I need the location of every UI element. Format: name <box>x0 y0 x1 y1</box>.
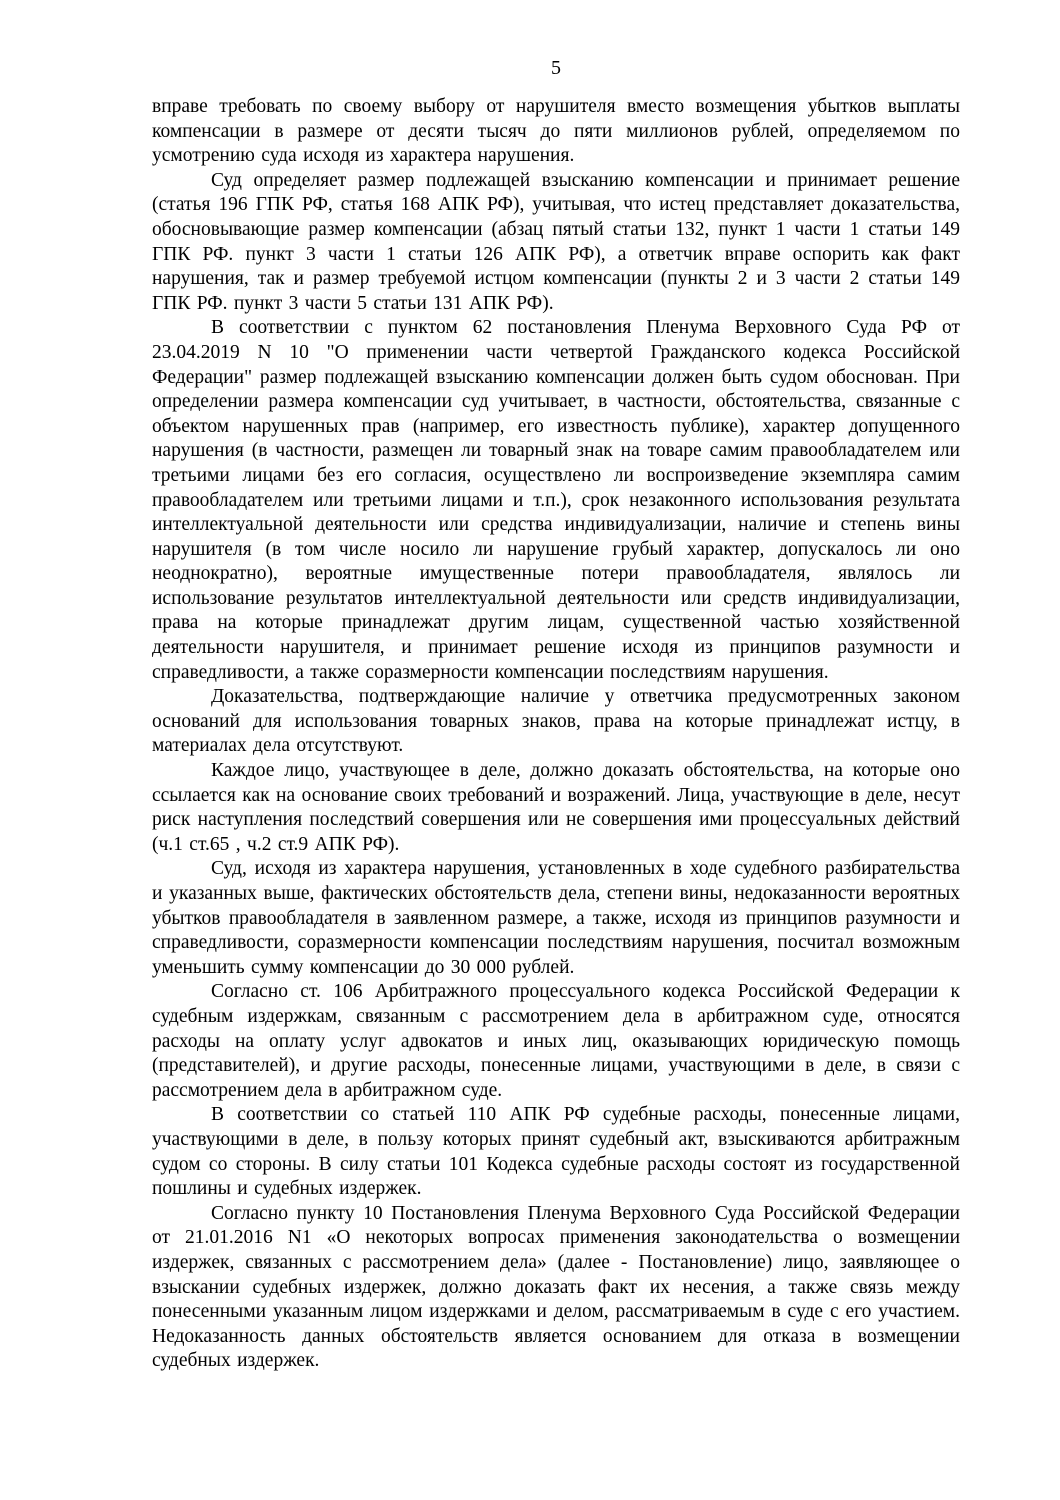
paragraph-continuation: вправе требовать по своему выбору от нарушителя вместо возмещения убытков выплаты компенсации в размере от десяти тысяч до пяти миллионов рублей, определяемом по усмотрению суда исходя из характера нарушения. <box>152 96 960 167</box>
paragraph: Каждое лицо, участвующее в деле, должно доказать обстоятельства, на которые оно ссылается как на основание своих требований и возражений. Лица, участвующие в деле, несут риск наступления последствий совершения или не совершения ими процессуальных действий (ч.1 ст.65 , ч.2 ст.9 АПК РФ). <box>152 760 960 855</box>
paragraph: Согласно пункту 10 Постановления Пленума Верховного Суда Российской Федерации от 21.01.2016 N1 «О некоторых вопросах применения законодательства о возмещении издержек, связанных с рассмотрением дела» (далее - Постановление) лицо, заявляющее о взыскании судебных издержек, должно доказать факт их несения, а также связь между понесенными указанным лицом издержками и делом, рассматриваемым в суде с его участием. Недоказанность данных обстоятельств является основанием для отказа в возмещении судебных издержек. <box>152 1202 960 1372</box>
paragraph: Согласно ст. 106 Арбитражного процессуального кодекса Российской Федерации к судебным издержкам, связанным с рассмотрением дела в арбитражном суде, относятся расходы на оплату услуг адвокатов и иных лиц, оказывающих юридическую помощь (представителей), и другие расходы, понесенные лицами, участвующими в деле, в связи с рассмотрением дела в арбитражном суде. <box>152 981 960 1101</box>
paragraph: В соответствии со статьей 110 АПК РФ судебные расходы, понесенные лицами, участвующими в деле, в пользу которых принят судебный акт, взыскиваются арбитражным судом со стороны. В силу статьи 101 Кодекса судебные расходы состоят из государственной пошлины и судебных издержек. <box>152 1104 960 1200</box>
paragraph: В соответствии с пунктом 62 постановления Пленума Верховного Суда РФ от 23.04.2019 N 10 "О применении части четвертой Гражданского кодекса Российской Федерации" размер подлежащей взысканию компенсации должен быть судом обоснован. При определении размера компенсации суд учитывает, в частности, обстоятельства, связанные с объектом нарушенных прав (например, его известность публике), характер допущенного нарушения (в частности, размещен ли товарный знак на товаре самим правообладателем или третьими лицами без его согласия, осуществлено ли воспроизведение экземпляра самим правообладателем или третьими лицами и т.п.), срок незаконного использования результата интеллектуальной деятельности или средства индивидуализации, наличие и степень вины нарушителя (в том числе носило ли нарушение грубый характер, допускалось ли оно неоднократно), вероятные имущественные потери правообладателя, являлось ли использование результатов интеллектуальной деятельности или средств индивидуализации, права на которые принадлежат другим лицам, существенной частью хозяйственной деятельности нарушителя, и принимает решение исходя из принципов разумности и справедливости, а также соразмерности компенсации последствиям нарушения. <box>152 317 960 683</box>
paragraph: Суд, исходя из характера нарушения, установленных в ходе судебного разбирательства и указанных выше, фактических обстоятельств дела, степени вины, недоказанности вероятных убытков правообладателя в заявленном размере, а также, исходя из принципов разумности и справедливости, соразмерности компенсации последствиям нарушения, посчитал возможным уменьшить сумму компенсации до 30 000 рублей. <box>152 858 960 978</box>
paragraph: Суд определяет размер подлежащей взысканию компенсации и принимает решение (статья 196 ГПК РФ, статья 168 АПК РФ), учитывая, что истец представляет доказательства, обосновывающие размер компенсации (абзац пятый статьи 132, пункт 1 части 1 статьи 149 ГПК РФ. пункт 3 части 1 статьи 126 АПК РФ), а ответчик вправе оспорить как факт нарушения, так и размер требуемой истцом компенсации (пункты 2 и 3 части 2 статьи 149 ГПК РФ. пункт 3 части 5 статьи 131 АПК РФ). <box>152 169 960 314</box>
page-number: 5 <box>551 57 561 79</box>
document-body <box>152 95 960 1374</box>
paragraph: Доказательства, подтверждающие наличие у ответчика предусмотренных законом оснований для использования товарных знаков, права на которые принадлежат истцу, в материалах дела отсутствуют. <box>152 686 960 757</box>
